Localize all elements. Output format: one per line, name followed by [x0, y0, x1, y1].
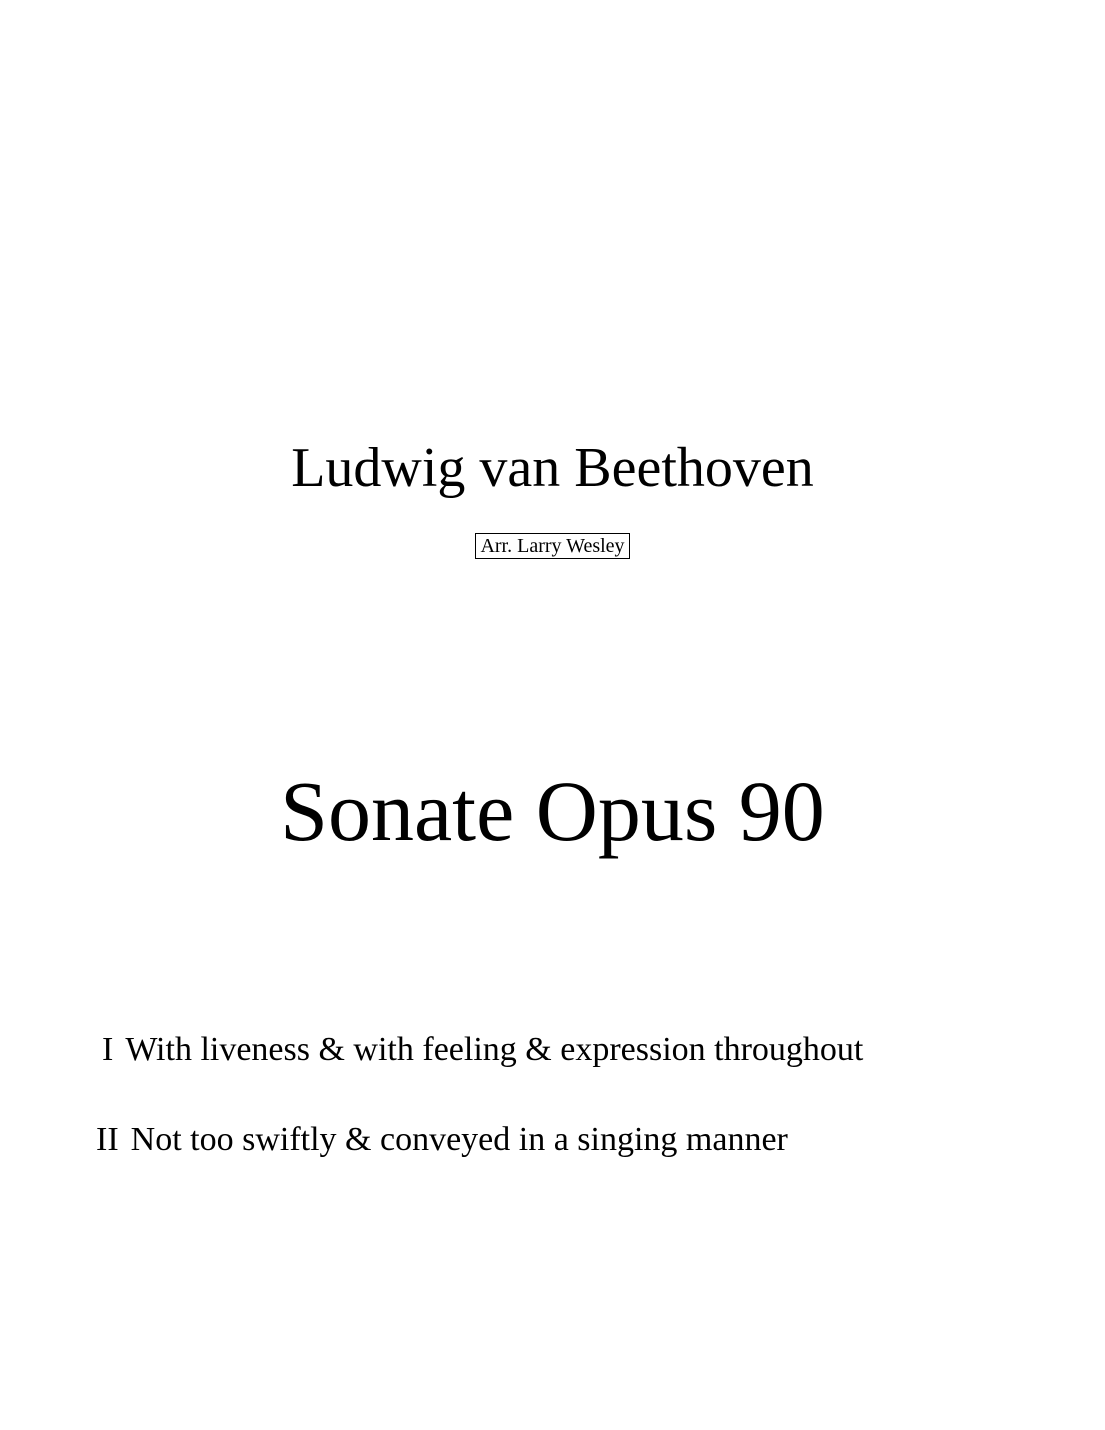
- composer-name: Ludwig van Beethoven: [291, 437, 814, 499]
- movement-item: [96, 1120, 788, 1160]
- movement-number: I: [102, 1031, 114, 1068]
- movement-item: [102, 1030, 863, 1070]
- arranger-credit: Arr. Larry Wesley: [475, 533, 629, 559]
- arranger-container: [0, 533, 1105, 559]
- movement-number: II: [96, 1121, 119, 1158]
- movement-description: Not too swiftly & conveyed in a singing manner: [130, 1121, 788, 1158]
- work-title: Sonate Opus 90: [280, 763, 825, 859]
- movement-description: With liveness & with feeling & expression throughout: [125, 1031, 864, 1068]
